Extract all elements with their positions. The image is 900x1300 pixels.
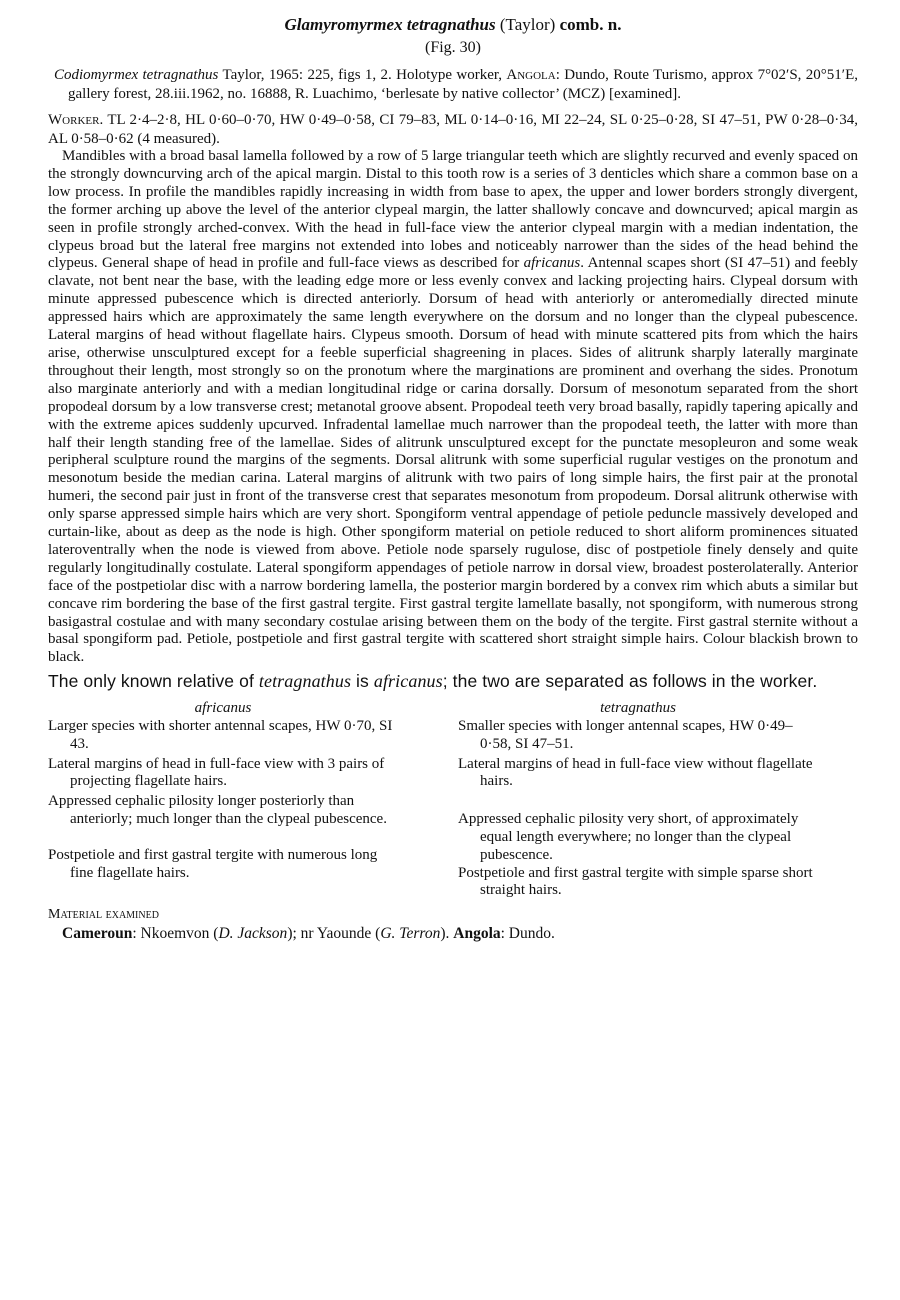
- document-page: [48, 14, 858, 943]
- comparison-item: Postpetiole and first gastral tergite with numerous long fine flagellate hairs.: [48, 846, 378, 881]
- comparison-table: [48, 700, 858, 900]
- nomenclature-status: comb. n.: [559, 15, 622, 34]
- description-text-1: Mandibles with a broad basal lamella followed by a row of 5 large triangular teeth which are slightly recurved and evenly spaced on the strongly downcurving arch of the apical margin. Distal to this tooth row is a series of 3 denticles which share a common base on a low process. In profile the mandibles rapidly increasing in width from base to apex, the upper and lower borders strongly divergent, the former arching up above the level of the anterior clypeal margin, the latter shallowly concave and downcurved; apical margin as seen in profile strongly arched-convex. With the head in full-face view the anterior clypeal margin with a median indentation, the clypeus broad but the lateral free margins not extended into lobes and noticeably narrower than the sides of the head behind the clypeus. General shape of head in profile and full-face views as described for: [48, 148, 858, 272]
- material-country: Cameroun: [62, 925, 133, 943]
- relative-species-2: africanus: [373, 671, 443, 692]
- material-locality: : Dundo.: [500, 925, 555, 943]
- comparison-column-africanus: [48, 700, 398, 900]
- column-heading: tetragnathus: [600, 700, 676, 717]
- comparison-item: Appressed cephalic pilosity longer posteriorly than anteriorly; much longer than the clypeal pubescence.: [48, 793, 387, 828]
- material-examined-text: [62, 924, 858, 943]
- comparison-item: Postpetiole and first gastral tergite with simple sparse short straight hairs.: [458, 864, 813, 899]
- description-species-ref: africanus: [523, 255, 581, 272]
- comparison-item: Appressed cephalic pilosity very short, of approximately equal length everywhere; no longer than the clypeal pubescence.: [458, 811, 799, 863]
- comparison-item: Larger species with shorter antennal scapes, HW 0·70, SI 43.: [48, 718, 393, 752]
- comparison-column-tetragnathus: [458, 700, 818, 900]
- relative-text-2: is: [351, 671, 374, 692]
- species-name: Glamyromyrmex tetragnathus: [284, 15, 496, 34]
- relative-text-3: ; the two are separated as follows in the worker.: [442, 671, 818, 692]
- synonym-country: Angola: [506, 67, 556, 83]
- material-locality: ); nr Yaounde (: [287, 925, 381, 943]
- relative-species-1: tetragnathus: [258, 671, 352, 692]
- column-heading: africanus: [194, 700, 252, 717]
- relative-text-1: The only known relative of: [48, 671, 259, 692]
- material-examined-heading: Material examined: [48, 907, 159, 923]
- relative-statement: [48, 671, 858, 692]
- material-locality: : Nkoemvon (: [132, 925, 219, 943]
- material-collector: D. Jackson: [218, 925, 288, 943]
- comparison-item: Lateral margins of head in full-face view without flagellate hairs.: [458, 755, 813, 790]
- synonym-details: : Dundo, Route Turismo, approx 7°02′S, 20°51′E, gallery forest, 28.iii.1962, no. 16888, R. Luachimo, ‘berlesate by native collector’ (MCZ) [examined].: [68, 67, 858, 102]
- synonymy-paragraph: [54, 66, 858, 103]
- worker-label: Worker.: [48, 112, 104, 128]
- comparison-item: Smaller species with longer antennal scapes, HW 0·49–0·58, SI 47–51.: [458, 718, 793, 752]
- synonym-name: Codiomyrmex tetragnathus: [54, 67, 219, 83]
- material-collector: G. Terron: [380, 925, 441, 943]
- species-author: (Taylor): [499, 15, 556, 34]
- worker-description: [48, 148, 858, 667]
- species-title: [48, 14, 858, 36]
- description-text-2: . Antennal scapes short (SI 47–51) and feebly clavate, not bent near the base, with the leading edge more or less evenly convex and lacking projecting hairs. Clypeal dorsum with minute appressed pubescence which is directed anteriorly. Dorsum of head with anteriorly or anteromedially directed minute appressed hairs which are approximately the same length everywhere on the dorsum and no longer than the clypeal pubescence. Lateral margins of head without flagellate hairs. Clypeus smooth. Dorsum of head with minute scattered pits from which the hairs arise, otherwise unsculptured except for a feeble superficial shagreening in places. Sides of alitrunk sharply laterally marginate throughout their length, most strongly so on the pronotum where the marginations are prominent and overhang the sides. Pronotum also marginate anteriorly and with a median longitudinal ridge or carina dorsally. Dorsum of mesonotum separated from the short propodeal dorsum by a low transverse crest; metanotal groove absent. Propodeal teeth very broad basally, rapidly tapering apically and with the extreme apices suddenly upcurved. Infradental lamellae much narrower than the propodeal teeth, the latter with more than half their length standing free of the lamellae. Sides of alitrunk unsculptured except for the punctate mesopleuron and some weak peripheral sculpture round the margins of the segments. Dorsal alitrunk with some superficial rugular vestiges on the pronotum and mesonotum beside the median carina. Lateral margins of alitrunk with two pairs of long simple hairs, the first pair at the pronotal humeri, the second pair just in front of the transverse crest that separates mesonotum from propodeum. Dorsal alitrunk otherwise with only sparse appressed simple hairs which are very short. Spongiform ventral appendage of petiole peduncle massively developed and curtain-like, about as deep as the node is high. Other spongiform material on petiole reduced to short aliform prominences situated lateroventrally when the node is viewed from above. Petiole node sparsely rugulose, disc of postpetiole finely densely and quite regularly longitudinally costulate. Lateral spongiform appendages of petiole narrow in dorsal view, broadest posterolaterally. Anterior face of the postpetiolar disc with a narrow bordering lamella, the posterior margin bordered by a convex rim which abuts a similar but concave rim bordering the base of the first gastral tergite. First gastral tergite lamellate basally, not spongiform, with numerous strong basigastral costulae and with many secondary costulae arising between them on the body of the tergite. First gastral sternite without a basal spongiform pad. Petiole, postpetiole and first gastral tergite with scattered short straight simple hairs. Colour blackish brown to black.: [48, 255, 858, 666]
- comparison-item: Lateral margins of head in full-face view with 3 pairs of projecting flagellate hairs.: [48, 755, 385, 790]
- figure-reference: (Fig. 30): [425, 39, 481, 56]
- synonym-citation: Taylor, 1965: 225, figs 1, 2. Holotype worker,: [218, 67, 507, 83]
- measurement-values: TL 2·4–2·8, HL 0·60–0·70, HW 0·49–0·58, CI 79–83, ML 0·14–0·16, MI 22–24, SL 0·25–0·28, SI 47–51, PW 0·28–0·34, AL 0·58–0·62 (4 measured).: [48, 112, 858, 147]
- worker-measurements: [48, 111, 858, 148]
- material-locality: ).: [440, 925, 454, 943]
- material-country: Angola: [453, 925, 501, 943]
